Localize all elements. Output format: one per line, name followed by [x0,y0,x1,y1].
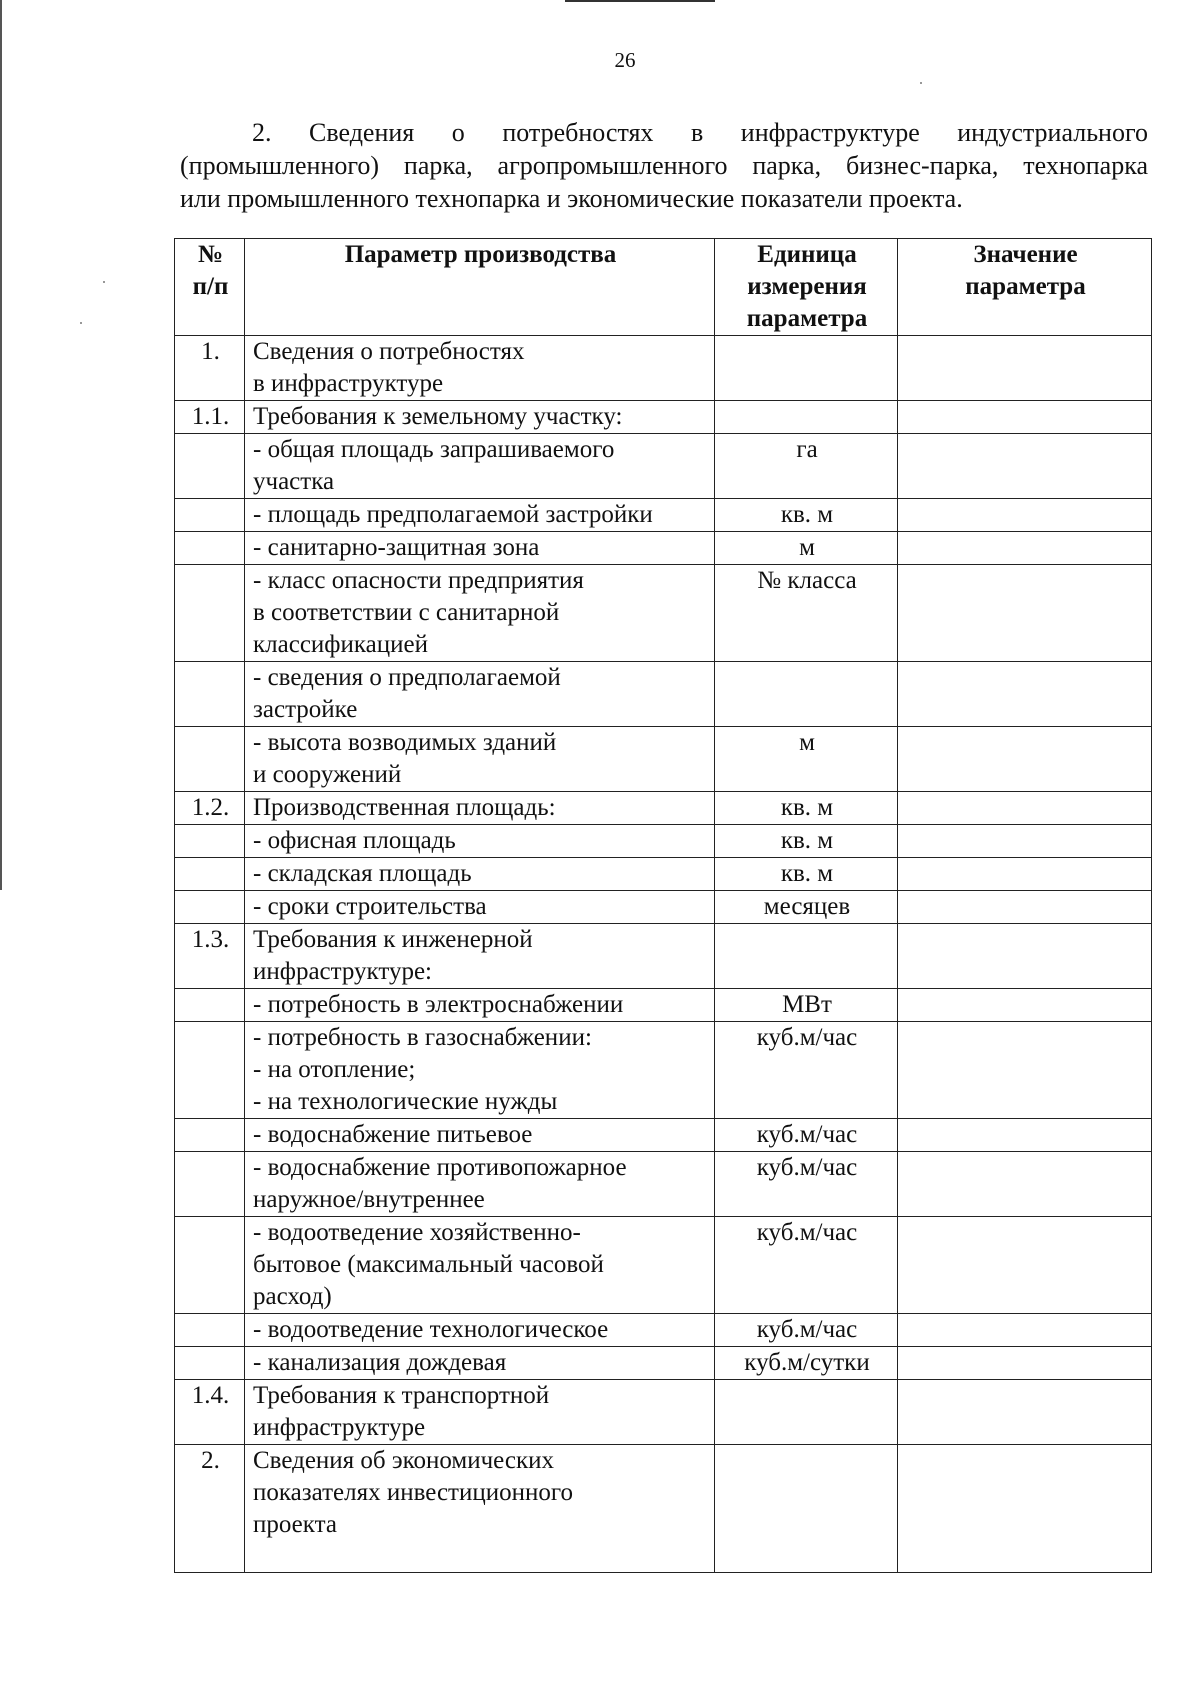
table-row [175,434,1152,499]
table-body [175,336,1152,1573]
row-number [175,1119,245,1152]
row-value [898,532,1152,565]
table-row [175,792,1152,825]
row-number [175,1022,245,1119]
row-unit: м [715,532,898,565]
row-parameter: - потребность в электроснабжении [245,989,715,1022]
row-number [175,532,245,565]
row-unit [715,924,898,989]
table-row [175,1022,1152,1119]
table-row [175,1314,1152,1347]
parameters-table [174,238,1152,1573]
row-parameter: - сведения о предполагаемой застройке [245,662,715,727]
row-value [898,499,1152,532]
row-parameter: Сведения об экономических показателях инвестиционного проекта [245,1445,715,1573]
row-number [175,989,245,1022]
row-parameter: - высота возводимых зданий и сооружений [245,727,715,792]
row-unit: МВт [715,989,898,1022]
row-number [175,858,245,891]
row-number [175,727,245,792]
row-value [898,1119,1152,1152]
row-number [175,434,245,499]
row-parameter: Производственная площадь: [245,792,715,825]
row-unit: куб.м/час [715,1119,898,1152]
row-value [898,401,1152,434]
row-value [898,662,1152,727]
row-unit [715,1380,898,1445]
table-row [175,1347,1152,1380]
row-number [175,662,245,727]
header-param: Параметр производства [245,239,715,336]
row-parameter: - санитарно-защитная зона [245,532,715,565]
row-number [175,565,245,662]
header-unit: Единица измерения параметра [715,239,898,336]
table-row [175,891,1152,924]
table-row [175,662,1152,727]
row-value [898,1445,1152,1573]
row-parameter: - канализация дождевая [245,1347,715,1380]
row-value [898,1022,1152,1119]
header-num: № п/п [175,239,245,336]
table-row [175,989,1152,1022]
row-number [175,1152,245,1217]
heading-line: или промышленного технопарка и экономические показатели проекта. [180,184,963,213]
heading-line: (промышленного) парка, агропромышленного парка, бизнес-парка, технопарка [180,151,1148,180]
table-row [175,1445,1152,1573]
row-number [175,1217,245,1314]
left-scan-edge [0,0,2,890]
heading-line: 2. Сведения о потребностях в инфраструктуре индустриального [252,118,1148,147]
row-unit: кв. м [715,858,898,891]
row-parameter: Сведения о потребностях в инфраструктуре [245,336,715,401]
row-parameter: - водоотведение хозяйственно- бытовое (максимальный часовой расход) [245,1217,715,1314]
row-unit: кв. м [715,825,898,858]
table-row [175,825,1152,858]
row-parameter: - офисная площадь [245,825,715,858]
section-heading [180,116,1148,215]
row-unit: га [715,434,898,499]
row-unit: месяцев [715,891,898,924]
row-value [898,727,1152,792]
row-value [898,1380,1152,1445]
row-value [898,565,1152,662]
row-unit: куб.м/час [715,1022,898,1119]
row-unit: куб.м/час [715,1314,898,1347]
row-parameter: Требования к транспортной инфраструктуре [245,1380,715,1445]
row-value [898,858,1152,891]
row-parameter: Требования к земельному участку: [245,401,715,434]
row-unit: куб.м/сутки [715,1347,898,1380]
row-value [898,792,1152,825]
row-parameter: - водоснабжение противопожарное наружное/внутреннее [245,1152,715,1217]
row-value [898,1217,1152,1314]
top-scan-rule [565,0,715,2]
row-value [898,891,1152,924]
row-unit [715,336,898,401]
table-row [175,532,1152,565]
page-number: 26 [614,48,636,72]
row-value [898,434,1152,499]
row-value [898,1314,1152,1347]
row-parameter: - площадь предполагаемой застройки [245,499,715,532]
row-value [898,989,1152,1022]
row-number: 1.1. [175,401,245,434]
row-unit: м [715,727,898,792]
table-row [175,1217,1152,1314]
scan-speck [920,82,922,84]
row-parameter: - класс опасности предприятия в соответствии с санитарной классификацией [245,565,715,662]
row-parameter: - водоснабжение питьевое [245,1119,715,1152]
table-row [175,858,1152,891]
table-row [175,565,1152,662]
row-unit [715,1445,898,1573]
row-value [898,336,1152,401]
header-value: Значение параметра [898,239,1152,336]
row-parameter: Требования к инженерной инфраструктуре: [245,924,715,989]
row-number [175,499,245,532]
row-value [898,1347,1152,1380]
row-number [175,891,245,924]
row-number [175,1347,245,1380]
row-unit: куб.м/час [715,1217,898,1314]
table-row [175,1152,1152,1217]
row-value [898,825,1152,858]
table-header-row [175,239,1152,336]
row-number: 2. [175,1445,245,1573]
row-unit: кв. м [715,499,898,532]
row-unit: № класса [715,565,898,662]
row-unit: куб.м/час [715,1152,898,1217]
row-value [898,924,1152,989]
row-parameter: - потребность в газоснабжении: - на отопление; - на технологические нужды [245,1022,715,1119]
table-row [175,499,1152,532]
row-parameter: - складская площадь [245,858,715,891]
row-parameter: - общая площадь запрашиваемого участка [245,434,715,499]
row-parameter: - сроки строительства [245,891,715,924]
table-row [175,727,1152,792]
table-row [175,924,1152,989]
table-row [175,1119,1152,1152]
row-number [175,1314,245,1347]
row-value [898,1152,1152,1217]
row-number: 1. [175,336,245,401]
row-unit [715,662,898,727]
row-parameter: - водоотведение технологическое [245,1314,715,1347]
row-unit: кв. м [715,792,898,825]
table-row [175,1380,1152,1445]
row-number: 1.2. [175,792,245,825]
table-row [175,336,1152,401]
row-unit [715,401,898,434]
scan-speck [80,322,82,324]
scan-speck [103,281,105,283]
row-number [175,825,245,858]
row-number: 1.4. [175,1380,245,1445]
row-number: 1.3. [175,924,245,989]
table-row [175,401,1152,434]
